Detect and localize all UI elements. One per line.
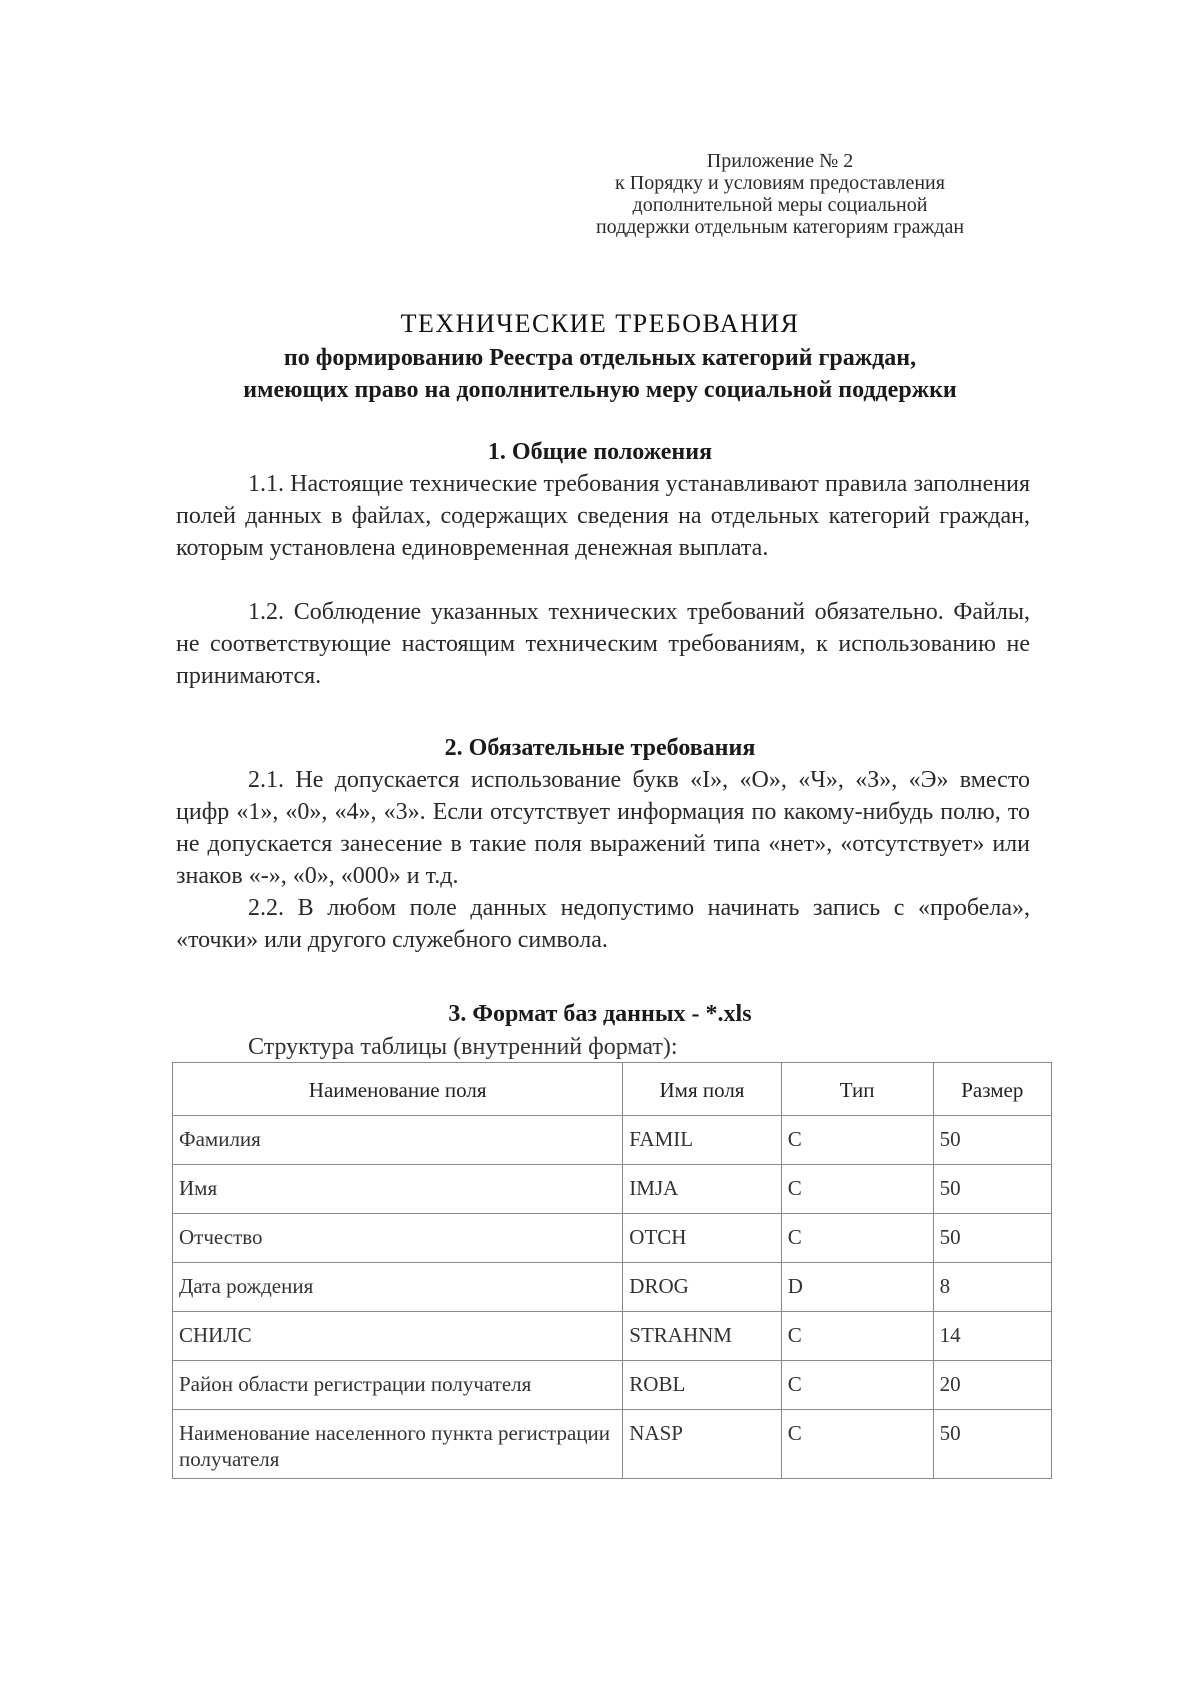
table-cell: 8 xyxy=(933,1263,1051,1312)
column-header: Имя поля xyxy=(623,1063,781,1116)
table-row xyxy=(173,1312,1052,1361)
column-header: Тип xyxy=(781,1063,933,1116)
table-cell: 50 xyxy=(933,1410,1051,1479)
table-cell: Имя xyxy=(173,1165,623,1214)
appendix-line: поддержки отдельным категориям граждан xyxy=(595,216,965,238)
table-cell: 50 xyxy=(933,1116,1051,1165)
table-row xyxy=(173,1116,1052,1165)
section-heading-requirements: 2. Обязательные требования xyxy=(444,735,756,761)
section-heading-general: 1. Общие положения xyxy=(487,439,713,465)
table-cell: C xyxy=(781,1312,933,1361)
appendix-line: к Порядку и условиям предоставления xyxy=(615,172,945,194)
structure-table xyxy=(172,1062,1052,1479)
paragraph-1-2: 1.2. Соблюдение указанных технических требований обязательно. Файлы, не соответствующие настоящим техническим требованиям, к использованию не принимаются. xyxy=(176,599,1030,689)
table-cell: Фамилия xyxy=(173,1116,623,1165)
column-header: Наименование поля xyxy=(173,1063,623,1116)
document-title: ТЕХНИЧЕСКИЕ ТРЕБОВАНИЯ xyxy=(400,309,800,338)
table-row xyxy=(173,1214,1052,1263)
table-cell: IMJA xyxy=(623,1165,781,1214)
table-cell: OTCH xyxy=(623,1214,781,1263)
table-row xyxy=(173,1165,1052,1214)
table-row xyxy=(173,1410,1052,1479)
table-cell: C xyxy=(781,1410,933,1479)
column-header: Размер xyxy=(933,1063,1051,1116)
table-cell: Дата рождения xyxy=(173,1263,623,1312)
table-cell: Район области регистрации получателя xyxy=(173,1361,623,1410)
table-header-row xyxy=(173,1063,1052,1116)
appendix-line: дополнительной меры социальной xyxy=(632,194,928,216)
table-cell: Наименование населенного пункта регистрации получателя xyxy=(173,1410,623,1479)
table-cell: 14 xyxy=(933,1312,1051,1361)
table-row xyxy=(173,1361,1052,1410)
table-cell: C xyxy=(781,1361,933,1410)
appendix-line: Приложение № 2 xyxy=(706,150,854,172)
table-cell: STRAHNM xyxy=(623,1312,781,1361)
paragraph-1-1: 1.1. Настоящие технические требования устанавливают правила заполнения полей данных в файлах, содержащих сведения на отдельных категорий граждан, которым установлена единовременная денежная выплата. xyxy=(176,471,1030,561)
subtitle-line: имеющих право на дополнительную меру социальной поддержки xyxy=(243,377,957,403)
subtitle-line: по формированию Реестра отдельных категорий граждан, xyxy=(283,345,917,371)
table-cell: СНИЛС xyxy=(173,1312,623,1361)
document-subtitle xyxy=(160,342,1040,406)
section-heading-format: 3. Формат баз данных - *.xls xyxy=(448,1001,752,1027)
table-cell: D xyxy=(781,1263,933,1312)
table-cell: NASP xyxy=(623,1410,781,1479)
table-cell: DROG xyxy=(623,1263,781,1312)
table-cell: 50 xyxy=(933,1214,1051,1263)
paragraph-2-2: 2.2. В любом поле данных недопустимо начинать запись с «пробела», «точки» или другого служебного символа. xyxy=(176,895,1030,953)
table-caption: Структура таблицы (внутренний формат): xyxy=(248,1034,678,1060)
paragraph-2-1: 2.1. Не допускается использование букв «I», «О», «Ч», «З», «Э» вместо цифр «1», «0», «4», «3». Если отсутствует информация по какому-нибудь полю, то не допускается занесение в такие поля выражений типа «нет», «отсутствует» или знаков «-», «0», «000» и т.д. xyxy=(176,767,1030,889)
table-cell: C xyxy=(781,1116,933,1165)
table-cell: Отчество xyxy=(173,1214,623,1263)
table-cell: FAMIL xyxy=(623,1116,781,1165)
table-cell: 50 xyxy=(933,1165,1051,1214)
table-cell: ROBL xyxy=(623,1361,781,1410)
table-cell: C xyxy=(781,1214,933,1263)
appendix-note xyxy=(540,150,1020,238)
table-row xyxy=(173,1263,1052,1312)
table-cell: C xyxy=(781,1165,933,1214)
table-cell: 20 xyxy=(933,1361,1051,1410)
